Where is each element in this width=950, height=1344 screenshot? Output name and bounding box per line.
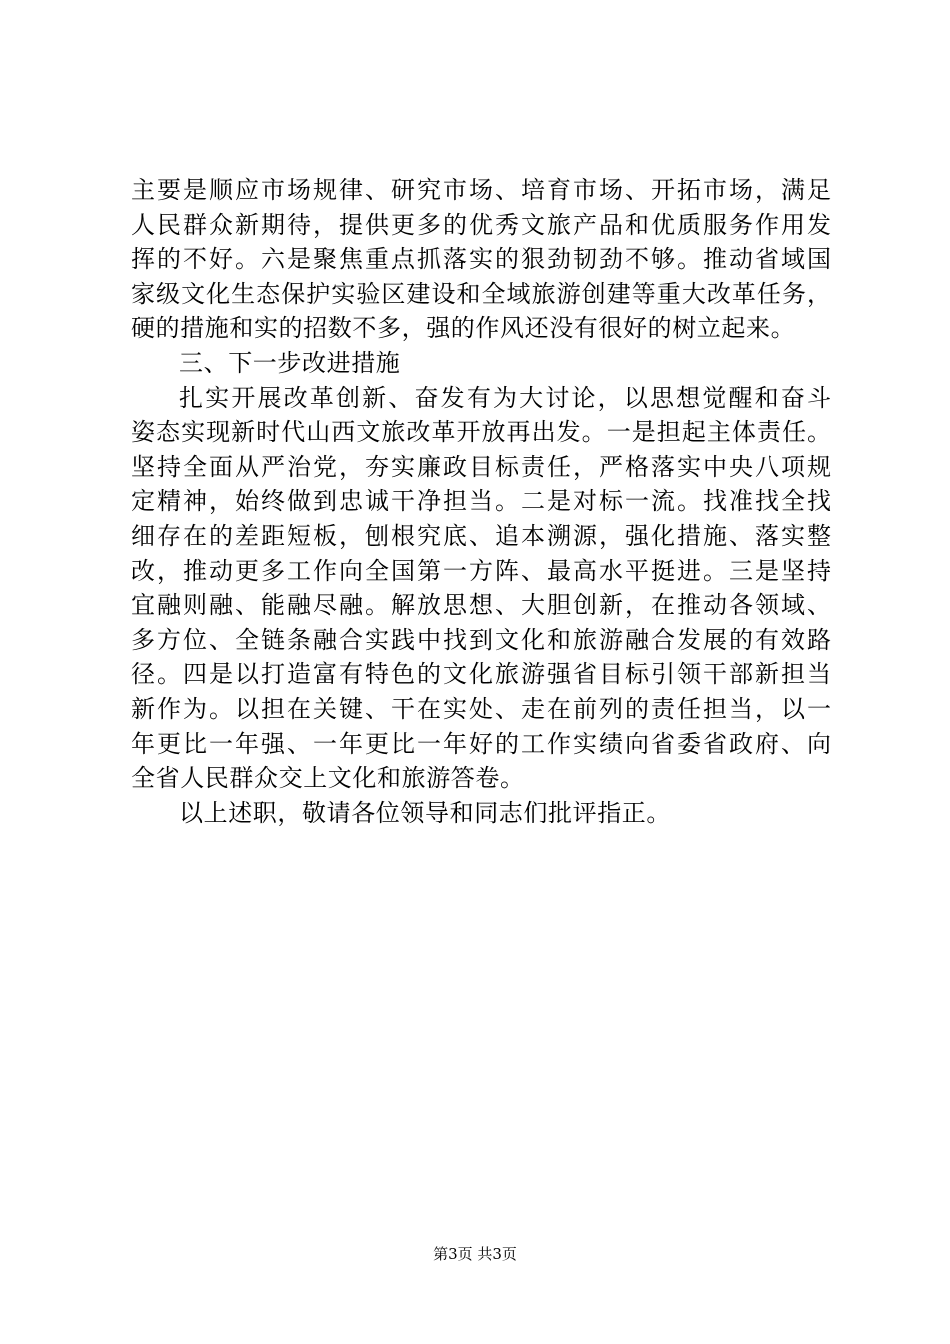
text-line: 宜融则融、能融尽融。解放思想、大胆创新，在推动各领域、 (131, 591, 831, 620)
text-line: 径。四是以打造富有特色的文化旅游强省目标引领干部新担当 (131, 660, 831, 689)
text-line: 姿态实现新时代山西文旅改革开放再出发。一是担起主体责任。 (131, 418, 831, 447)
text-line: 细存在的差距短板，刨根究底、追本溯源，强化措施、落实整 (131, 521, 831, 550)
text-line: 新作为。以担在关键、干在实处、走在前列的责任担当，以一 (131, 694, 831, 723)
text-line: 挥的不好。六是聚焦重点抓落实的狠劲韧劲不够。推动省域国 (131, 245, 831, 274)
text-line: 硬的措施和实的招数不多，强的作风还没有很好的树立起来。 (131, 314, 796, 343)
section-heading: 三、下一步改进措施 (179, 348, 401, 377)
text-line: 扎实开展改革创新、奋发有为大讨论，以思想觉醒和奋斗 (179, 383, 831, 412)
closing-line: 以上述职，敬请各位领导和同志们批评指正。 (179, 798, 671, 827)
text-line: 坚持全面从严治党，夯实廉政目标责任，严格落实中央八项规 (131, 452, 831, 481)
text-line: 年更比一年强、一年更比一年好的工作实绩向省委省政府、向 (131, 729, 831, 758)
text-line: 改，推动更多工作向全国第一方阵、最高水平挺进。三是坚持 (131, 556, 831, 585)
text-line: 人民群众新期待，提供更多的优秀文旅产品和优质服务作用发 (131, 210, 831, 239)
text-line: 主要是顺应市场规律、研究市场、培育市场、开拓市场，满足 (131, 176, 831, 204)
text-line: 定精神，始终做到忠诚干净担当。二是对标一流。找准找全找 (131, 487, 831, 516)
text-line: 家级文化生态保护实验区建设和全域旅游创建等重大改革任务， (131, 279, 831, 308)
page-number-footer: 第3页 共3页 (433, 1245, 517, 1263)
text-line: 多方位、全链条融合实践中找到文化和旅游融合发展的有效路 (131, 625, 831, 654)
document-body (131, 173, 831, 830)
text-line: 全省人民群众交上文化和旅游答卷。 (131, 764, 525, 793)
